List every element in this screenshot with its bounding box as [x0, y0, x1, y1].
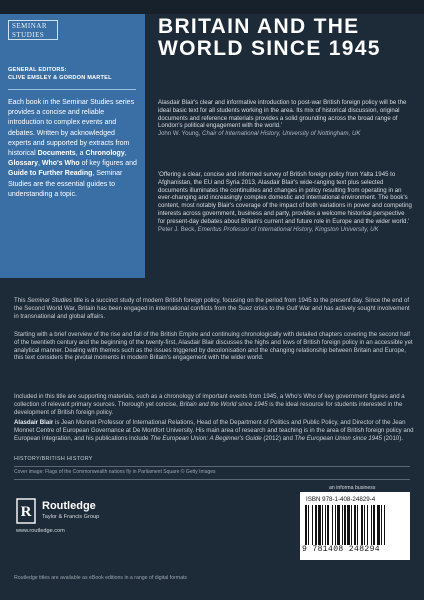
bio-italic: The European Union: A Beginner's Guide — [150, 434, 262, 442]
barcode-bar — [367, 505, 368, 545]
endorsement-quote-1 — [158, 99, 413, 138]
book-title: BRITAIN AND THE WORLD SINCE 1945 — [158, 15, 381, 60]
subject-category: HISTORY/BRITISH HISTORY — [14, 456, 93, 462]
barcode-bar — [312, 505, 313, 545]
barcode-bar — [354, 505, 356, 545]
blurb-paragraph-2: Starting with a brief overview of the rise and fall of the British Empire and continuing chronologically with detailed chapters covering the second half of the twentieth century and the beginning of the twenty-first, Alasdair Blair discusses the highs and lows of British foreign policy in an accessible yet analytical manner. Dealing with themes such as the issues triggered by decolonisation and the changing relationship between Britain and Europe, this text considers the pivotal moments in modern Britain's engagement with the wider world. — [14, 331, 413, 362]
barcode-bar — [381, 505, 382, 545]
barcode-bar — [371, 505, 372, 545]
cover-image-credit: Cover image: Flags of the Commonwealth nations fly in Parliament Square © Getty Images — [14, 469, 216, 475]
barcode-bar — [308, 505, 309, 545]
quote-attribution — [158, 226, 379, 233]
barcode-bar — [373, 505, 375, 545]
bio-italic: The European Union since 1945 — [294, 434, 382, 442]
barcode-bar — [342, 505, 343, 545]
routledge-logo-icon — [16, 498, 36, 524]
series-text-part: Each book in the Seminar Studies series provides a concise and reliable introduction to complex events and debates. Written by acknowledged experts and supported by extracts from historical — [8, 99, 135, 158]
barcode-bar — [332, 505, 333, 545]
barcode-bar — [364, 505, 365, 545]
barcode-bar — [315, 505, 317, 545]
barcode-bar — [361, 505, 363, 545]
publisher-group: Taylor & Francis Group — [42, 514, 100, 520]
barcode-bar — [347, 505, 350, 545]
barcode-bar — [322, 505, 323, 545]
publisher-url: www.routledge.com — [16, 528, 65, 534]
barcode-bars — [305, 505, 405, 545]
blurb-text: title is a succinct study of modern British foreign policy, focusing on the period from 1945 to the present day. Since the end of the Second World War, Britain has been engaged in international conflicts from the Suez crisis to the Gulf War and has actively sought involvement in transnational and global affairs. — [14, 297, 410, 320]
bio-text: is Jean Monnet Professor of International Relations, Head of the Department of Politics and Public Policy, and Director of the Jean Monnet Centre of European Governance at De Montfort University. His main area of research and teaching is in the area of British foreign policy and European integration, and his publications include — [14, 419, 414, 442]
barcode-bar — [318, 505, 321, 545]
quote-author-role: Chair of International History, University of Nottingham, UK — [202, 130, 361, 138]
quote-text: Alasdair Blair's clear and informative introduction to post-war British foreign policy will be the ideal basic text for all students working in the area. Its mix of historical discussion, original documents and reference materials provides a solid grounding across the broad range of London's political engagement with the world.' — [158, 99, 407, 130]
barcode-bar — [344, 505, 346, 545]
publisher-name: Routledge — [42, 500, 96, 512]
blurb-text: This — [14, 297, 28, 304]
blurb-italic: Britain and the World since 1945 — [179, 400, 268, 408]
series-text-part: of key figures and — [79, 160, 137, 168]
series-bold-term: Documents — [37, 150, 76, 158]
quote-author-role: Emeritus Professor of International History, Kingston University, UK — [197, 225, 379, 233]
bio-text: (2010). — [381, 434, 403, 442]
barcode-bar — [357, 505, 358, 545]
series-logo-line2: STUDIES — [12, 31, 45, 39]
barcode-bar — [305, 505, 307, 545]
barcode-bar — [351, 505, 352, 545]
divider-line — [14, 466, 410, 467]
barcode-bar — [327, 505, 329, 545]
series-text-part: , — [37, 160, 42, 168]
isbn-barcode — [300, 492, 410, 560]
general-editors-heading: GENERAL EDITORS: — [8, 67, 67, 73]
isbn-number: ISBN 978-1-408-24829-4 — [306, 496, 376, 503]
author-bio — [14, 419, 414, 442]
quote-attribution — [158, 130, 360, 137]
blurb-paragraph-1 — [14, 297, 414, 320]
barcode-digits: 9 781408 248294 — [302, 545, 381, 554]
barcode-bar — [325, 505, 326, 545]
series-bold-term: Chronology — [85, 150, 125, 158]
blurb-italic: Seminar Studies — [27, 297, 72, 304]
blurb-text: Included in this title are supporting materials, such as a chronology of important events from 1945, a Who's Who of key government figures and a collection of relevant primary sources. Thorough yet concise, — [14, 393, 405, 408]
series-text-part: , — [124, 150, 127, 158]
series-bold-term: Who's Who — [41, 160, 80, 168]
series-bold-term: Glossary — [8, 160, 38, 168]
author-name: Alasdair Blair — [14, 419, 54, 426]
series-logo — [8, 20, 58, 40]
quote-text: 'Offering a clear, concise and informed survey of British foreign policy from Yalta 1945 to Afghanistan, the EU and Syria 2013, Alasdair Blair's wide-ranging text plus selected documents illuminates the continuities and changes in policy resulting from operating in an ever-changing and increasingly complex domestic and international environment. The book's content, most notably Blair's coverage of the impact of both variations in power and competing interests across government, business and party, provides a welcome historical perspective for present-day debates about Britain's current and future role in Europe and the wider world.' — [158, 171, 412, 225]
informa-tagline: an informa business — [329, 485, 376, 491]
series-logo-line1: SEMINAR — [12, 22, 48, 30]
quote-author: Peter J. Beck, — [158, 225, 198, 233]
barcode-bar — [377, 505, 380, 545]
barcode-bar — [335, 505, 336, 545]
bio-text: (2012) and — [261, 434, 295, 442]
blurb-paragraph-3 — [14, 393, 414, 416]
endorsement-quote-2 — [158, 171, 413, 233]
series-text-part: , a — [75, 150, 86, 158]
series-text-part: , Seminar Studies are the essential guides to understanding a topic. — [8, 170, 123, 198]
general-editors-names: CLIVE EMSLEY & GORDON MARTEL — [8, 75, 112, 81]
routledge-logo-letter: R — [20, 504, 32, 520]
divider-line — [14, 479, 410, 480]
series-sidebar — [0, 14, 145, 278]
ebook-footer-note: Routledge titles are available as eBook editions in a range of digital formats — [14, 575, 188, 581]
sidebar-divider — [8, 89, 136, 90]
barcode-bar — [384, 505, 385, 545]
barcode-bar — [337, 505, 340, 545]
series-bold-term: Guide to Further Reading — [8, 170, 93, 178]
quote-author: John W. Young, — [158, 130, 203, 138]
blurb-text: is the ideal resource for students interested in the development of British foreign policy. — [14, 400, 403, 416]
top-strip — [0, 0, 424, 14]
series-description — [8, 98, 138, 200]
